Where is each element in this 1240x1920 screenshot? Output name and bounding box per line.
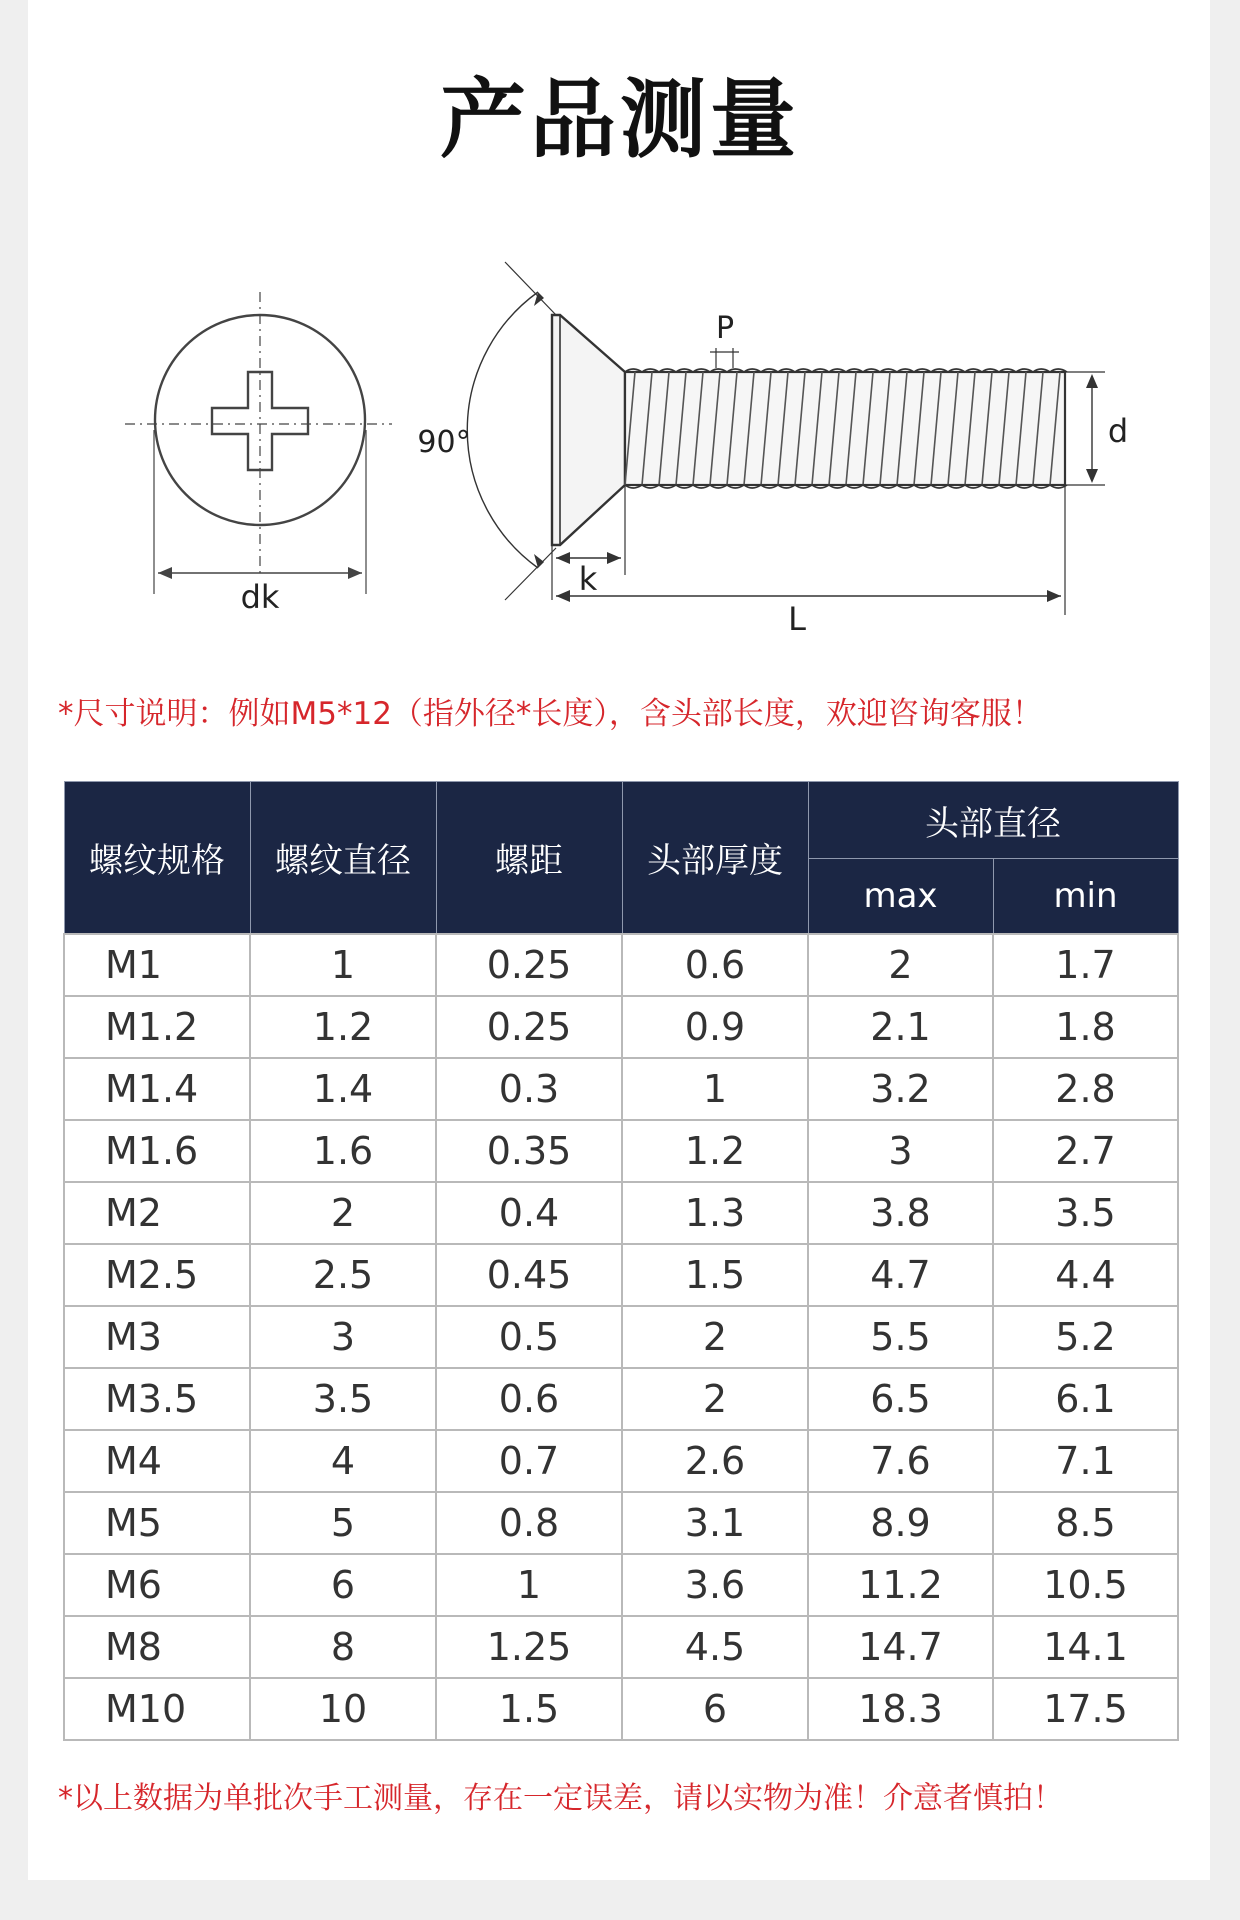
cell-head-thickness: 1.3 (622, 1182, 808, 1244)
table-row (64, 1492, 1178, 1554)
spec-table-body (64, 934, 1178, 1740)
table-row (64, 1244, 1178, 1306)
cell-pitch: 0.45 (436, 1244, 622, 1306)
cell-spec: M2.5 (64, 1244, 250, 1306)
cell-spec: M1 (64, 934, 250, 996)
cell-head-min: 14.1 (993, 1616, 1178, 1678)
page-title: 产品测量 (440, 70, 800, 170)
cell-spec: M4 (64, 1430, 250, 1492)
cell-head-thickness: 2 (622, 1306, 808, 1368)
cell-head-max: 2.1 (808, 996, 993, 1058)
measurement-disclaimer: *以上数据为单批次手工测量，存在一定误差，请以实物为准！介意者慎拍！ (58, 1781, 1063, 1816)
cell-thread-diameter: 3 (250, 1306, 436, 1368)
cell-head-max: 3 (808, 1120, 993, 1182)
cell-head-max: 3.2 (808, 1058, 993, 1120)
cell-pitch: 1.5 (436, 1678, 622, 1740)
cell-pitch: 0.25 (436, 996, 622, 1058)
cell-head-max: 14.7 (808, 1616, 993, 1678)
cell-pitch: 1 (436, 1554, 622, 1616)
cell-head-thickness: 2.6 (622, 1430, 808, 1492)
header-spec: 螺纹规格 (64, 782, 250, 935)
spec-table (63, 781, 1179, 1741)
screw-side-view (467, 262, 1105, 615)
table-row (64, 1306, 1178, 1368)
angle-label: 90° (417, 425, 471, 460)
cell-head-min: 4.4 (993, 1244, 1178, 1306)
cell-head-max: 5.5 (808, 1306, 993, 1368)
screw-head-top-view (125, 292, 392, 594)
cell-head-max: 8.9 (808, 1492, 993, 1554)
cell-head-max: 2 (808, 934, 993, 996)
table-row (64, 1430, 1178, 1492)
cell-head-max: 3.8 (808, 1182, 993, 1244)
cell-thread-diameter: 1.2 (250, 996, 436, 1058)
table-row (64, 996, 1178, 1058)
cell-head-thickness: 3.6 (622, 1554, 808, 1616)
cell-thread-diameter: 2.5 (250, 1244, 436, 1306)
dk-label: dk (240, 578, 280, 616)
cell-spec: M3 (64, 1306, 250, 1368)
cell-thread-diameter: 2 (250, 1182, 436, 1244)
cell-head-min: 1.8 (993, 996, 1178, 1058)
cell-spec: M1.6 (64, 1120, 250, 1182)
cell-head-thickness: 2 (622, 1368, 808, 1430)
cell-head-max: 18.3 (808, 1678, 993, 1740)
cell-head-thickness: 1.5 (622, 1244, 808, 1306)
cell-spec: M5 (64, 1492, 250, 1554)
cell-thread-diameter: 10 (250, 1678, 436, 1740)
table-row (64, 1182, 1178, 1244)
header-head-thickness: 头部厚度 (622, 782, 808, 935)
cell-pitch: 0.6 (436, 1368, 622, 1430)
cell-pitch: 0.8 (436, 1492, 622, 1554)
cell-thread-diameter: 1.4 (250, 1058, 436, 1120)
cell-thread-diameter: 6 (250, 1554, 436, 1616)
cell-spec: M2 (64, 1182, 250, 1244)
header-thread-diameter: 螺纹直径 (250, 782, 436, 935)
header-max: max (808, 859, 993, 935)
cell-head-min: 10.5 (993, 1554, 1178, 1616)
cell-head-max: 4.7 (808, 1244, 993, 1306)
cell-head-thickness: 4.5 (622, 1616, 808, 1678)
cell-head-min: 1.7 (993, 934, 1178, 996)
cell-thread-diameter: 1.6 (250, 1120, 436, 1182)
cell-head-max: 6.5 (808, 1368, 993, 1430)
cell-head-min: 5.2 (993, 1306, 1178, 1368)
table-row (64, 1120, 1178, 1182)
table-row (64, 1058, 1178, 1120)
cell-head-max: 7.6 (808, 1430, 993, 1492)
cell-head-min: 6.1 (993, 1368, 1178, 1430)
cell-spec: M3.5 (64, 1368, 250, 1430)
cell-pitch: 1.25 (436, 1616, 622, 1678)
cell-head-thickness: 0.9 (622, 996, 808, 1058)
screw-dimension-diagram (0, 0, 1240, 660)
cell-pitch: 0.4 (436, 1182, 622, 1244)
header-min: min (993, 859, 1178, 935)
cell-thread-diameter: 1 (250, 934, 436, 996)
cell-pitch: 0.35 (436, 1120, 622, 1182)
table-row (64, 1368, 1178, 1430)
cell-spec: M1.2 (64, 996, 250, 1058)
cell-pitch: 0.5 (436, 1306, 622, 1368)
cell-spec: M10 (64, 1678, 250, 1740)
cell-spec: M6 (64, 1554, 250, 1616)
cell-pitch: 0.25 (436, 934, 622, 996)
cell-head-min: 2.7 (993, 1120, 1178, 1182)
head-thickness-label: k (578, 560, 598, 598)
header-head-diameter: 头部直径 (808, 782, 1178, 859)
length-label: L (788, 600, 806, 638)
table-row (64, 1616, 1178, 1678)
diameter-label: d (1107, 412, 1129, 450)
pitch-label: P (715, 311, 735, 346)
cell-pitch: 0.3 (436, 1058, 622, 1120)
cell-head-min: 8.5 (993, 1492, 1178, 1554)
cell-head-thickness: 1 (622, 1058, 808, 1120)
cell-thread-diameter: 4 (250, 1430, 436, 1492)
cell-spec: M8 (64, 1616, 250, 1678)
cell-thread-diameter: 3.5 (250, 1368, 436, 1430)
table-row (64, 1554, 1178, 1616)
table-row (64, 1678, 1178, 1740)
size-explanation-note: *尺寸说明：例如M5*12（指外径*长度），含头部长度，欢迎咨询客服！ (58, 696, 1043, 732)
table-row (64, 934, 1178, 996)
cell-head-min: 2.8 (993, 1058, 1178, 1120)
cell-thread-diameter: 8 (250, 1616, 436, 1678)
header-pitch: 螺距 (436, 782, 622, 935)
cell-head-min: 7.1 (993, 1430, 1178, 1492)
cell-head-min: 3.5 (993, 1182, 1178, 1244)
cell-thread-diameter: 5 (250, 1492, 436, 1554)
cell-head-min: 17.5 (993, 1678, 1178, 1740)
cell-pitch: 0.7 (436, 1430, 622, 1492)
cell-head-thickness: 3.1 (622, 1492, 808, 1554)
cell-spec: M1.4 (64, 1058, 250, 1120)
cell-head-max: 11.2 (808, 1554, 993, 1616)
cell-head-thickness: 0.6 (622, 934, 808, 996)
cell-head-thickness: 1.2 (622, 1120, 808, 1182)
cell-head-thickness: 6 (622, 1678, 808, 1740)
